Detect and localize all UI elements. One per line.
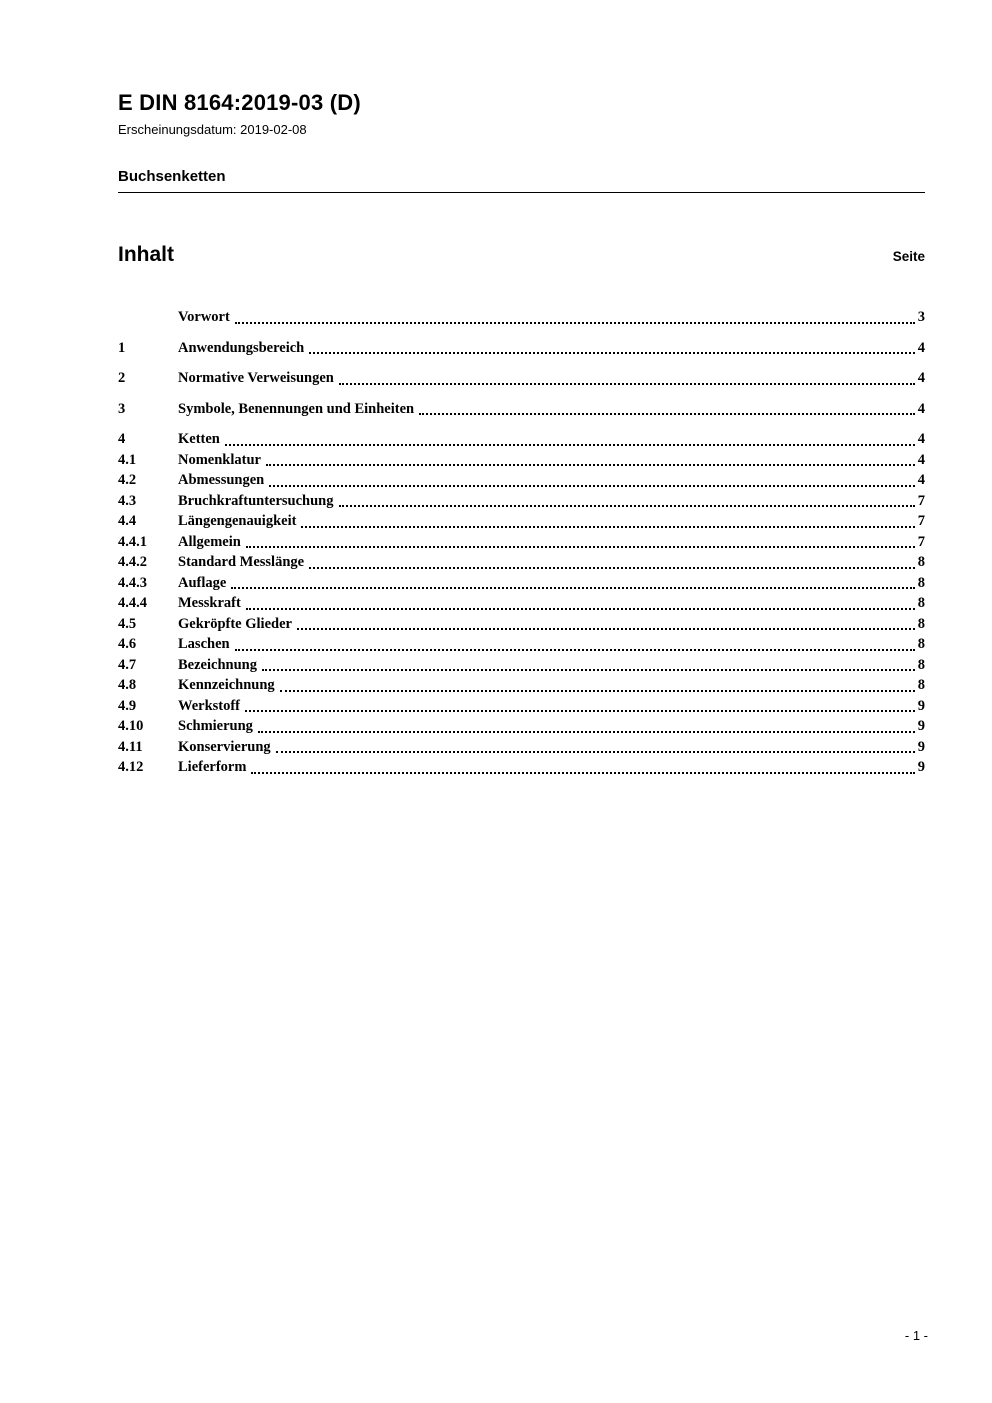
toc-entry[interactable] (118, 593, 925, 614)
toc-entry[interactable] (118, 450, 925, 471)
toc-entry-number: 4.4 (118, 513, 137, 529)
toc-dot-leader (269, 485, 915, 487)
toc-entry-label: Symbole, Benennungen und Einheiten (178, 400, 415, 417)
toc-dot-leader (266, 464, 915, 466)
page-number: - 1 - (904, 1328, 928, 1343)
toc-entry-page: 4 (917, 370, 925, 386)
toc-entry-page: 3 (917, 309, 925, 325)
toc-dot-leader (339, 505, 915, 507)
toc-entry-number: 4.2 (118, 472, 137, 488)
document-subtitle: Buchsenketten (118, 168, 925, 193)
toc-entry[interactable] (118, 552, 925, 573)
toc-entry-label: Vorwort (178, 309, 230, 325)
toc-dot-leader (235, 322, 915, 324)
toc-entry[interactable] (118, 573, 925, 594)
toc-entry-number: 4.9 (118, 697, 137, 714)
toc-entry[interactable] (118, 470, 925, 491)
toc-entry-label: Bruchkraftuntersuchung (178, 492, 334, 509)
toc-entry-number: 4.4.2 (118, 554, 147, 570)
toc-entry-number: 4.4.1 (118, 533, 147, 550)
toc-entry-number: 4.6 (118, 636, 137, 652)
page-column-label: Seite (892, 249, 925, 264)
toc-entry[interactable] (118, 757, 925, 778)
toc-entry-page: 4 (917, 339, 925, 356)
toc-entry-page: 7 (917, 533, 925, 550)
toc-entry-label: Werkstoff (178, 697, 241, 714)
toc-entry[interactable] (118, 511, 925, 532)
toc-entry[interactable] (118, 532, 925, 553)
toc-entry[interactable] (118, 429, 925, 450)
toc-dot-leader (419, 413, 915, 415)
toc-entry-number: 4.12 (118, 759, 144, 775)
toc-entry-page: 7 (917, 513, 925, 529)
publication-date: Erscheinungsdatum: 2019-02-08 (118, 122, 307, 137)
toc-entry-number: 4.8 (118, 677, 137, 693)
toc-entry-label: Auflage (178, 574, 227, 591)
toc-entry-number: 4.4.4 (118, 595, 147, 611)
toc-entry[interactable] (118, 338, 925, 359)
toc-entry[interactable] (118, 634, 925, 655)
toc-entry-label: Standard Messlänge (178, 554, 305, 570)
toc-entry[interactable] (118, 368, 925, 389)
toc-entry[interactable] (118, 716, 925, 737)
toc-dot-leader (258, 731, 915, 733)
toc-dot-leader (280, 690, 915, 692)
toc-entry[interactable] (118, 655, 925, 676)
toc-entry-label: Laschen (178, 636, 230, 652)
toc-entry-page: 4 (917, 472, 925, 488)
toc-entry[interactable] (118, 307, 925, 328)
toc-entry-label: Längengenauigkeit (178, 513, 297, 529)
toc-entry-number: 4.11 (118, 738, 143, 755)
toc-entry-number: 1 (118, 339, 126, 356)
toc-entry[interactable] (118, 491, 925, 512)
toc-dot-leader (262, 669, 915, 671)
toc-dot-leader (246, 608, 915, 610)
toc-entry-number: 4.4.3 (118, 574, 147, 591)
toc-entry-number: 4.10 (118, 718, 144, 734)
toc-dot-leader (339, 383, 915, 385)
toc-entry-page: 9 (917, 697, 925, 714)
toc-entry-page: 8 (917, 677, 925, 693)
toc-header (118, 243, 925, 267)
toc-entry-label: Bezeichnung (178, 656, 257, 673)
toc-entry-label: Konservierung (178, 738, 271, 755)
toc-dot-leader (309, 352, 915, 354)
toc-dot-leader (276, 751, 915, 753)
toc-entry-page: 9 (917, 738, 925, 755)
toc-dot-leader (309, 567, 915, 569)
document-title: E DIN 8164:2019-03 (D) (118, 90, 361, 115)
toc-dot-leader (231, 587, 914, 589)
toc-entry-page: 4 (917, 431, 925, 447)
toc-entry-page: 4 (917, 400, 925, 417)
toc-dot-leader (235, 649, 915, 651)
toc-dot-leader (225, 444, 915, 446)
toc-entry-label: Gekröpfte Glieder (178, 615, 292, 632)
toc-entry-label: Abmessungen (178, 472, 265, 488)
toc-entry-page: 8 (917, 595, 925, 611)
toc-entry[interactable] (118, 614, 925, 635)
toc-dot-leader (245, 710, 915, 712)
toc-entry-label: Messkraft (178, 595, 241, 611)
toc-dot-leader (301, 526, 914, 528)
toc-entry-number: 4.1 (118, 451, 137, 468)
toc-dot-leader (251, 772, 914, 774)
toc-dot-leader (297, 628, 915, 630)
toc-entry[interactable] (118, 737, 925, 758)
toc-entry-number: 4.5 (118, 615, 137, 632)
toc-entry-page: 8 (917, 615, 925, 632)
toc-entry-page: 9 (917, 759, 925, 775)
toc-entry-page: 4 (917, 451, 925, 468)
toc-entry-page: 9 (917, 718, 925, 734)
toc-entry-label: Ketten (178, 431, 220, 447)
toc-entry-number: 3 (118, 400, 126, 417)
toc-title: Inhalt (118, 243, 174, 266)
toc-entry[interactable] (118, 399, 925, 420)
toc-entry-label: Lieferform (178, 759, 247, 775)
toc-entry-number: 4.3 (118, 492, 137, 509)
toc-entry-label: Nomenklatur (178, 451, 261, 468)
toc-entry-number: 4 (118, 431, 126, 447)
toc-entry-label: Kennzeichnung (178, 677, 275, 693)
toc-entry-page: 8 (917, 656, 925, 673)
toc-dot-leader (246, 546, 915, 548)
toc-entry[interactable] (118, 675, 925, 696)
toc-entry-label: Allgemein (178, 533, 241, 550)
toc-entry-page: 8 (917, 554, 925, 570)
toc-entry-page: 8 (917, 574, 925, 591)
toc-entry-number: 2 (118, 370, 126, 386)
toc-entry-page: 7 (917, 492, 925, 509)
toc-entry-label: Schmierung (178, 718, 253, 734)
toc-entry-label: Anwendungsbereich (178, 339, 305, 356)
toc-entry-page: 8 (917, 636, 925, 652)
toc-entry-number: 4.7 (118, 656, 137, 673)
toc-entry[interactable] (118, 696, 925, 717)
toc-entry-label: Normative Verweisungen (178, 370, 334, 386)
toc-list (118, 307, 925, 778)
